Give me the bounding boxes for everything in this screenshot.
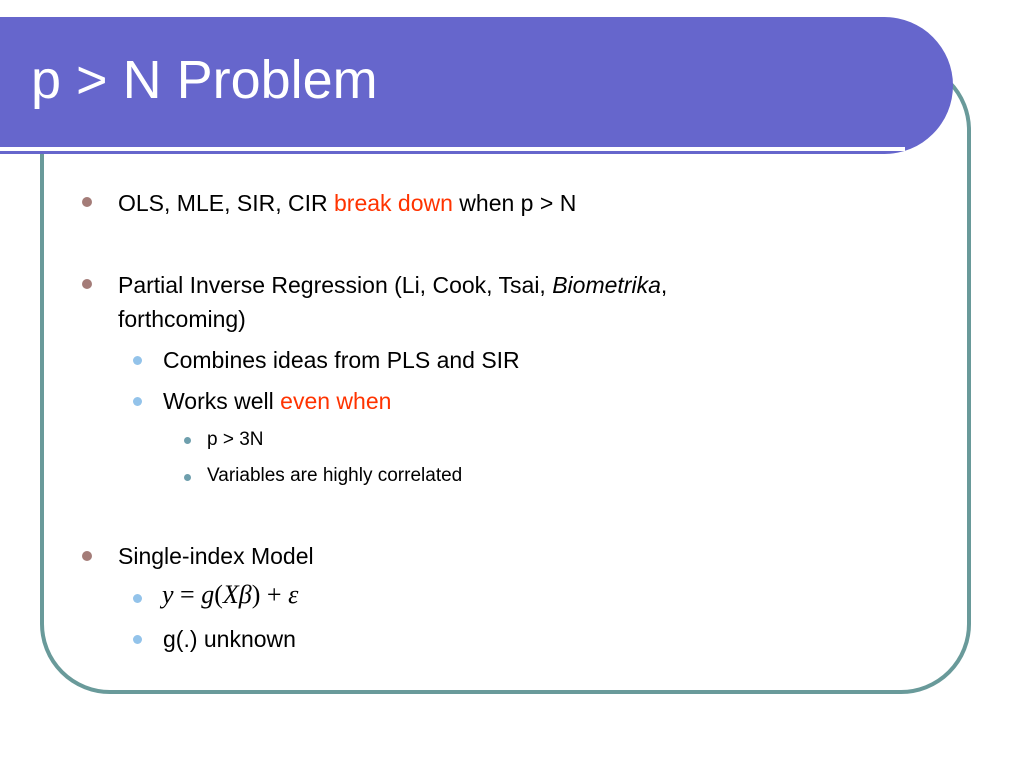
bullet-works-well [163,384,391,418]
formula-epsilon: ε [288,580,299,609]
bullet-text: , [660,272,668,298]
formula-equals: = [173,580,202,609]
bullet-dot-level2 [133,594,142,603]
bullet-dot-level2 [133,356,142,365]
bullet-text: Works well [163,388,281,414]
formula-beta: β [238,580,252,609]
bullet-dot-level3 [184,474,191,481]
formula-x: X [222,580,239,609]
bullet-text: Variables are highly correlated [207,465,463,486]
bullet-g-unknown [163,622,296,656]
bullet-dot-level2 [133,635,142,644]
bullet-single-index-model [118,539,314,573]
bullet-text: g(.) unknown [163,626,296,652]
formula-g: g [201,580,215,609]
bullet-dot-level1 [82,197,92,207]
slide-title: p > N Problem [31,50,378,110]
bullet-text: Partial Inverse Regression (Li, Cook, Tsai, [118,272,553,298]
formula-right-paren: ) [251,580,261,609]
formula-y: y [162,580,174,609]
formula-plus: + [260,580,289,609]
title-underline [0,147,905,151]
bullet-dot-level3 [184,437,191,444]
highlight-break-down: break down [334,190,453,216]
formula-left-paren: ( [214,580,223,609]
bullet-partial-inverse-regression-continued [118,302,246,336]
model-equation [162,578,298,612]
bullet-text: Combines ideas from PLS and SIR [163,347,520,373]
bullet-ols-mle-sir-cir [118,186,576,220]
bullet-dot-level1 [82,279,92,289]
bullet-text: forthcoming) [118,306,246,332]
bullet-p-greater-3n [207,426,264,454]
bullet-dot-level1 [82,551,92,561]
bullet-partial-inverse-regression [118,268,667,302]
bullet-text: Single-index Model [118,543,314,569]
journal-name: Biometrika [552,272,661,298]
bullet-text: OLS, MLE, SIR, CIR [118,190,334,216]
bullet-text: p > 3N [207,429,264,450]
bullet-text: when p > N [452,190,577,216]
bullet-dot-level2 [133,397,142,406]
highlight-even-when: even when [280,388,392,414]
bullet-variables-correlated [207,462,462,490]
bullet-combines-ideas [163,343,520,377]
